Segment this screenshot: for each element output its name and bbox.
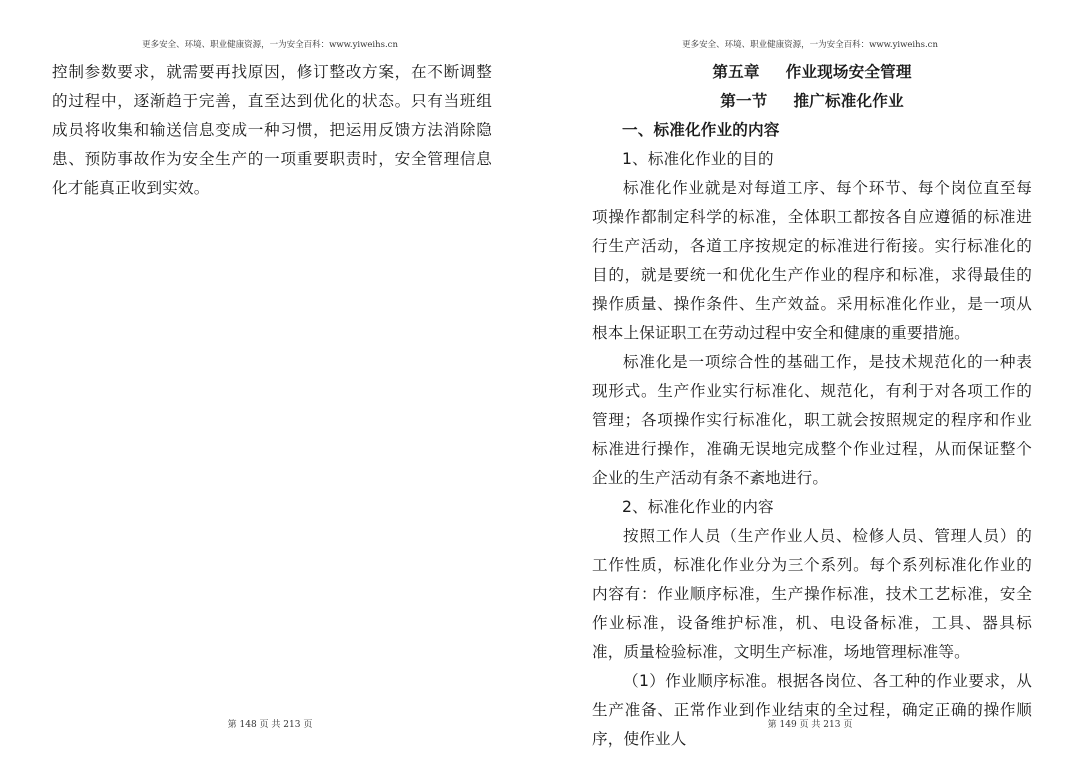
paragraph-4: （1）作业顺序标准。根据各岗位、各工种的作业要求，从生产准备、正常作业到作业结束的全过程，确定正确的操作顺序，使作业人	[592, 672, 1032, 748]
heading-content: 2、标准化作业的内容	[622, 498, 774, 516]
paragraph-3: 按照工作人员（生产作业人员、检修人员、管理人员）的工作性质，标准化作业分为三个系列。每个系列标准化作业的内容有：作业顺序标准，生产操作标准，技术工艺标准，安全作业标准，设备维护标准，机、电设备标准，工具、器具标准，质量检验标准，文明生产标准，场地管理标准等。	[592, 527, 1032, 661]
section-title	[592, 87, 1032, 116]
paragraph-text: 控制参数要求，就需要再找原因，修订整改方案，在不断调整的过程中，逐渐趋于完善，直至达到优化的状态。只有当班组成员将收集和输送信息变成一种习惯，把运用反馈方法消除隐患、预防事故作为安全生产的一项重要职责时，安全管理信息化才能真正收到实效。	[52, 63, 492, 197]
section-name: 推广标准化作业	[793, 92, 904, 110]
paragraph-1: 标准化作业就是对每道工序、每个环节、每个岗位直至每项操作都制定科学的标准，全体职工都按各自应遵循的标准进行生产活动，各道工序按规定的标准进行衔接。实行标准化的目的，就是要统一和优化生产作业的程序和标准，求得最佳的操作质量、操作条件、生产效益。采用标准化作业，是一项从根本上保证职工在劳动过程中安全和健康的重要措施。	[592, 179, 1032, 342]
page-header: 更多安全、环境、职业健康资源，一为安全百科：www.yiweihs.cn	[682, 40, 938, 50]
page-header: 更多安全、环境、职业健康资源，一为安全百科：www.yiweihs.cn	[142, 40, 398, 50]
page-footer: 第 148 页 共 213 页	[227, 720, 313, 730]
page-footer: 第 149 页 共 213 页	[767, 720, 853, 730]
body-paragraph	[52, 58, 492, 203]
section-number: 第一节	[720, 92, 768, 110]
heading-purpose: 1、标准化作业的目的	[622, 150, 774, 168]
paragraph-2: 标准化是一项综合性的基础工作，是技术规范化的一种表现形式。生产作业实行标准化、规范化，有利于对各项工作的管理；各项操作实行标准化，职工就会按照规定的程序和作业标准进行操作，准确无误地完成整个作业过程，从而保证整个企业的生产活动有条不紊地进行。	[592, 353, 1032, 487]
chapter-number: 第五章	[712, 63, 760, 81]
heading-level1: 一、标准化作业的内容	[622, 121, 780, 139]
chapter-title	[592, 58, 1032, 87]
page-content	[592, 58, 1032, 754]
right-page	[540, 0, 1080, 763]
chapter-name: 作业现场安全管理	[785, 63, 912, 81]
